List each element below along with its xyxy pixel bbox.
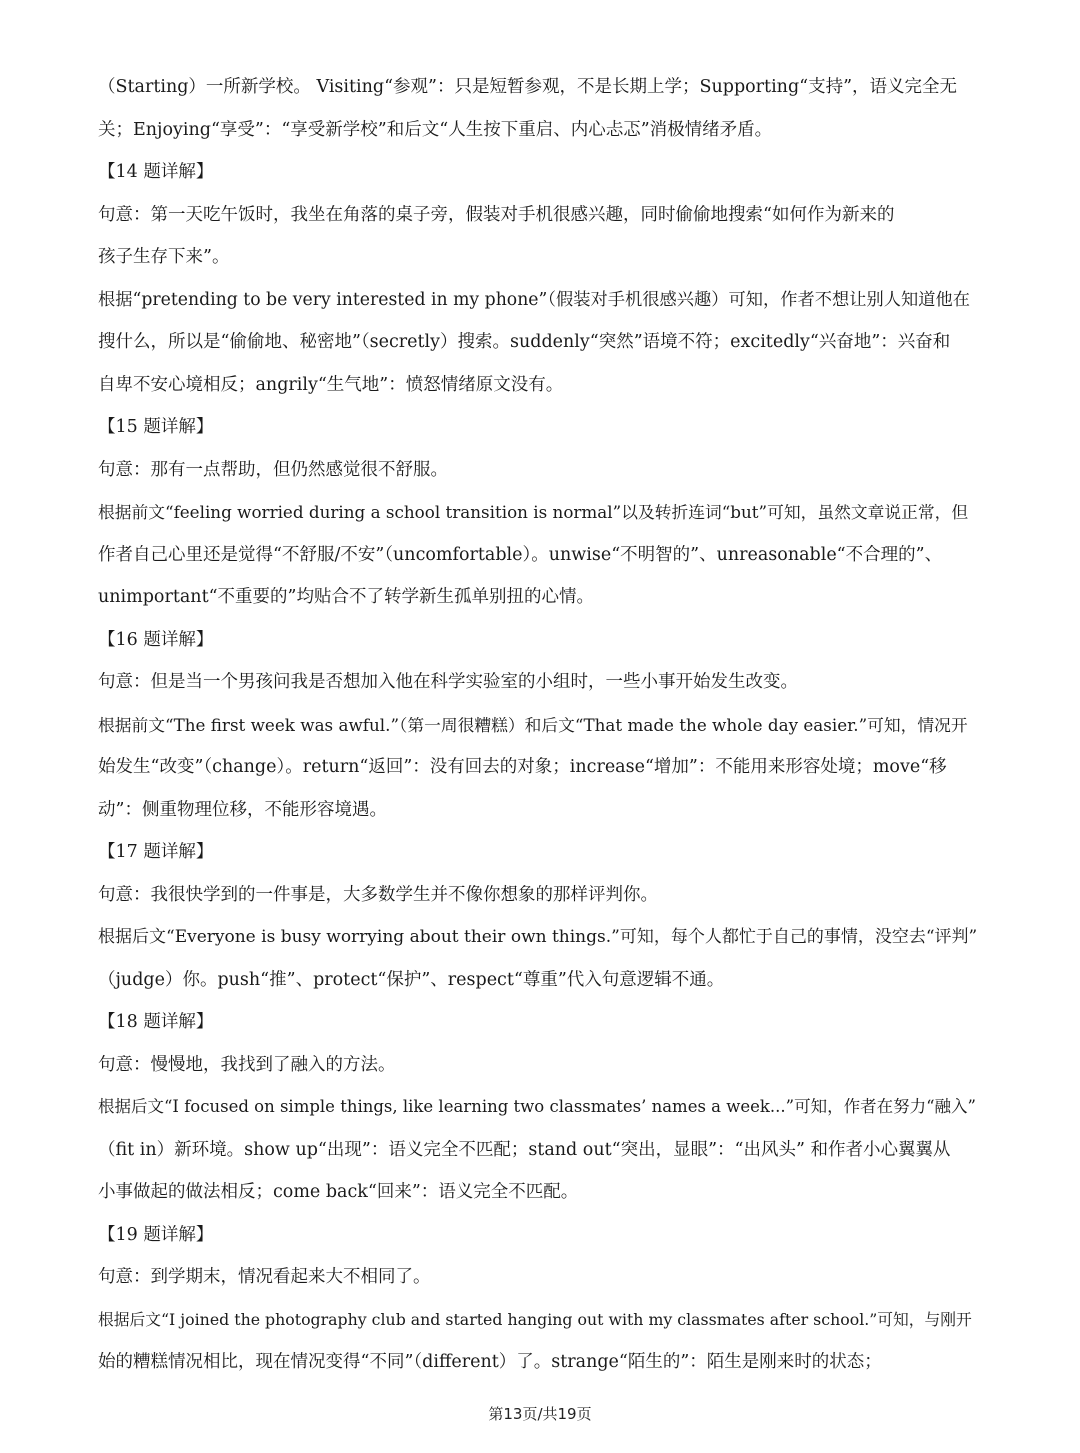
text-line: 作者自己心里还是觉得“不舒服/不安”（uncomfortable）。unwise“不明智的”、unreasonable“不合理的”、: [98, 544, 943, 565]
explanation-paragraph: [98, 1299, 978, 1384]
explanation-paragraph: [98, 874, 978, 917]
text-line: 自卑不安心境相反；angrily“生气地”：愤怒情绪原文没有。: [98, 374, 564, 395]
text-line: 根据前文“The first week was awful.”（第一周很糟糕）和后文“That made the whole day easier.”可知，情况开: [98, 714, 968, 735]
text-line: （Starting）一所新学校。 Visiting“参观”：只是短暂参观，不是长期上学；Supporting“支持”，语义完全无: [98, 77, 958, 97]
explanation-paragraph: [98, 279, 978, 407]
explanation-paragraph: [98, 916, 978, 1001]
explanation-paragraph: [98, 704, 978, 832]
text-line: 关；Enjoying“享受”：“享受新学校”和后文“人生按下重启、内心忐忑”消极情绪矛盾。: [98, 119, 773, 140]
question-heading: 【18 题详解】: [98, 1012, 214, 1032]
text-line: 小事做起的做法相反；come back“回来”：语义完全不匹配。: [98, 1182, 579, 1202]
text-line: 句意：但是当一个男孩问我是否想加入他在科学实验室的小组时，一些小事开始发生改变。: [98, 672, 798, 692]
text-line: （fit in）新环境。show up“出现”：语义完全不匹配；stand out“突出，显眼”：“出风头” 和作者小心翼翼从: [98, 1139, 951, 1160]
text-line: （judge）你。push“推”、protect“保护”、respect“尊重”代入句意逻辑不通。: [98, 969, 725, 990]
explanation-paragraph: [98, 449, 978, 492]
text-line: 句意：我很快学到的一件事是，大多数学生并不像你想象的那样评判你。: [98, 884, 658, 905]
question-heading: 【19 题详解】: [98, 1224, 214, 1245]
question-heading: 【17 题详解】: [98, 842, 214, 862]
text-line: 根据后文“I joined the photography club and started hanging out with my classmates after school.”可知，与刚开: [98, 1309, 972, 1329]
text-line: 句意：到学期末，情况看起来大不相同了。: [98, 1267, 431, 1287]
explanation-paragraph: [98, 1086, 978, 1214]
explanation-paragraph: [98, 1044, 978, 1087]
text-line: 搜什么，所以是“偷偷地、秘密地”（secretly）搜索。suddenly“突然”语境不符；excitedly“兴奋地”：兴奋和: [98, 332, 951, 352]
text-line: 句意：那有一点帮助，但仍然感觉很不舒服。: [98, 459, 448, 480]
explanation-paragraph: [98, 66, 978, 151]
text-line: 句意：慢慢地，我找到了融入的方法。: [98, 1054, 396, 1075]
text-line: 句意：第一天吃午饭时，我坐在角落的桌子旁，假装对手机很感兴趣，同时偷偷地搜索“如何作为新来的: [98, 204, 895, 225]
explanation-paragraph: [98, 491, 978, 619]
text-line: 根据后文“Everyone is busy worrying about their own things.”可知，每个人都忙于自己的事情，没空去“评判”: [98, 927, 978, 947]
explanation-paragraph: [98, 1256, 978, 1299]
answer-explanation-body: [98, 66, 978, 1384]
explanation-paragraph: [98, 661, 978, 704]
text-line: 根据后文“I focused on simple things, like learning two classmates’ names a week...”可知，作者在努力“融入”: [98, 1097, 976, 1116]
text-line: 始的糟糕情况相比，现在情况变得“不同”（different）了。strange“陌生的”：陌生是刚来时的状态；: [98, 1352, 882, 1372]
page-number: 第13页/共19页: [488, 1405, 592, 1423]
question-heading: 【16 题详解】: [98, 629, 214, 650]
question-heading: 【14 题详解】: [98, 162, 214, 182]
text-line: 根据“pretending to be very interested in my phone”（假装对手机很感兴趣）可知，作者不想让别人知道他在: [98, 289, 970, 310]
explanation-paragraph: [98, 194, 978, 279]
text-line: 根据前文“feeling worried during a school transition is normal”以及转折连词“but”可知，虽然文章说正常，但: [98, 502, 969, 522]
text-line: 孩子生存下来”。: [98, 247, 230, 267]
text-line: unimportant“不重要的”均贴合不了转学新生孤单别扭的心情。: [98, 587, 594, 607]
text-line: 动”：侧重物理位移，不能形容境遇。: [98, 799, 387, 820]
question-heading: 【15 题详解】: [98, 417, 214, 437]
text-line: 始发生“改变”（change）。return“返回”：没有回去的对象；increase“增加”：不能用来形容处境；move“移: [98, 757, 947, 777]
